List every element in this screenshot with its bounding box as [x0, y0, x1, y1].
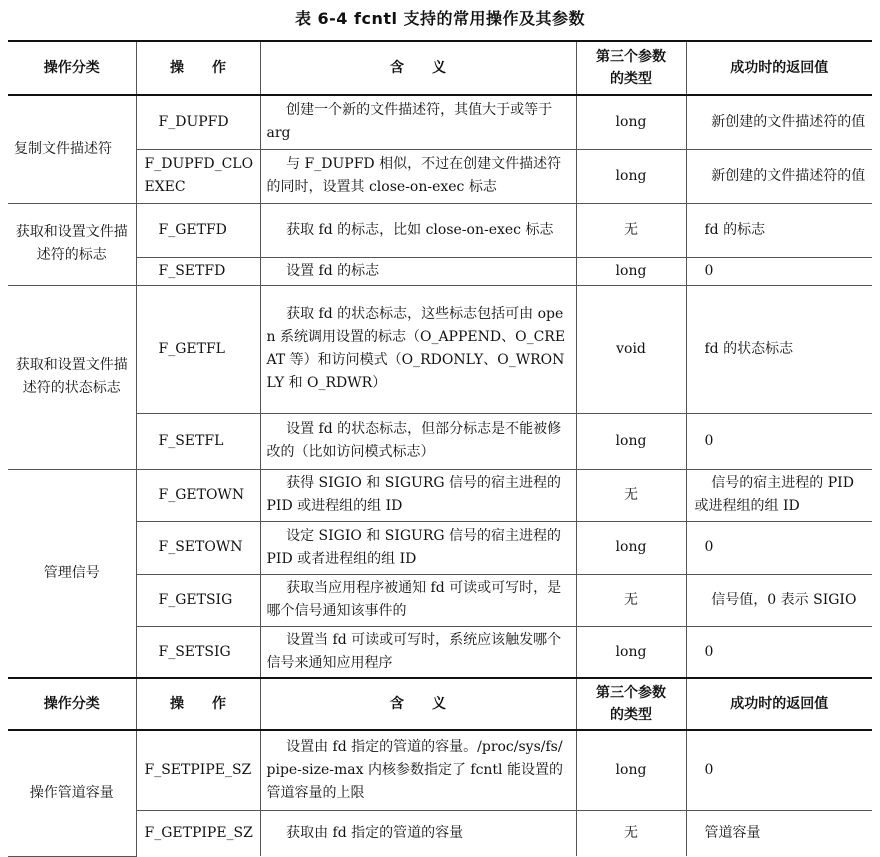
- meaning-cell: 获取 fd 的状态标志，这些标志包括可由 open 系统调用设置的标志（O_APPEND、O_CREAT 等）和访问模式（O_RDONLY、O_WRONLY 和 O_RDWR）: [260, 285, 576, 413]
- category-cell: 操作管道容量: [8, 730, 136, 856]
- operation-cell: F_SETOWN: [136, 521, 260, 574]
- return-cell: 0: [686, 257, 872, 285]
- table-row: [8, 203, 872, 257]
- operation-cell: F_SETPIPE_SZ: [136, 730, 260, 810]
- table-row: [8, 149, 872, 203]
- type-cell: long: [576, 413, 686, 469]
- table-row: [8, 257, 872, 285]
- operation-cell: F_SETSIG: [136, 626, 260, 678]
- category-cell: 管理信号: [8, 469, 136, 678]
- return-cell: 信号值，0 表示 SIGIO: [686, 574, 872, 626]
- header-arg-type: 第三个参数的类型: [576, 678, 686, 730]
- header-category: 操作分类: [8, 678, 136, 730]
- return-cell: 0: [686, 730, 872, 810]
- header-arg-type: 第三个参数的类型: [576, 41, 686, 95]
- operation-cell: F_GETOWN: [136, 469, 260, 521]
- meaning-cell: 获得 SIGIO 和 SIGURG 信号的宿主进程的 PID 或进程组的组 ID: [260, 469, 576, 521]
- operation-cell: F_GETPIPE_SZ: [136, 810, 260, 856]
- header-operation: 操 作: [136, 41, 260, 95]
- fcntl-operations-table: [8, 40, 872, 679]
- header-return-value: 成功时的返回值: [686, 41, 872, 95]
- meaning-cell: 获取由 fd 指定的管道的容量: [260, 810, 576, 856]
- return-cell: 0: [686, 413, 872, 469]
- return-cell: 新创建的文件描述符的值: [686, 95, 872, 149]
- table-row: [8, 626, 872, 678]
- operation-cell: F_DUPFD: [136, 95, 260, 149]
- return-cell: 信号的宿主进程的 PID 或进程组的组 ID: [686, 469, 872, 521]
- return-cell: 0: [686, 521, 872, 574]
- fcntl-operations-table-continued: [8, 677, 872, 857]
- meaning-cell: 获取当应用程序被通知 fd 可读或可写时，是哪个信号通知该事件的: [260, 574, 576, 626]
- return-cell: 0: [704, 643, 714, 660]
- meaning-cell: 设置 fd 的状态标志，但部分标志是不能被修改的（比如访问模式标志）: [260, 413, 576, 469]
- meaning-cell: 设置当 fd 可读或可写时，系统应该触发哪个信号来通知应用程序: [260, 626, 576, 678]
- table-caption: 表 6-4 fcntl 支持的常用操作及其参数: [294, 9, 586, 28]
- header-return-value: 成功时的返回值: [686, 678, 872, 730]
- operation-cell: F_GETSIG: [136, 574, 260, 626]
- header-category: 操作分类: [8, 41, 136, 95]
- type-cell: long: [576, 521, 686, 574]
- return-cell: fd 的标志: [686, 203, 872, 257]
- type-cell: long: [576, 149, 686, 203]
- type-cell: long: [576, 95, 686, 149]
- operation-cell: F_GETFL: [136, 285, 260, 413]
- operation-cell: F_DUPFD_CLOEXEC: [136, 149, 260, 203]
- type-cell: long: [576, 257, 686, 285]
- table-header: [8, 678, 872, 730]
- table-row: [8, 730, 872, 810]
- meaning-cell: 获取 fd 的标志，比如 close-on-exec 标志: [260, 203, 576, 257]
- type-cell: 无: [576, 203, 686, 257]
- type-cell: void: [576, 285, 686, 413]
- meaning-cell: 设置由 fd 指定的管道的容量。/proc/sys/fs/pipe-size-max 内核参数指定了 fcntl 能设置的管道容量的上限: [260, 730, 576, 810]
- return-cell: 管道容量: [704, 824, 761, 841]
- table-row: [8, 413, 872, 469]
- table-header: [8, 41, 872, 95]
- category-cell: 获取和设置文件描述符的标志: [8, 203, 136, 285]
- table-row: [8, 469, 872, 521]
- type-cell: 无: [576, 469, 686, 521]
- meaning-cell: 与 F_DUPFD 相似，不过在创建文件描述符的同时，设置其 close-on-exec 标志: [260, 149, 576, 203]
- table-row: [8, 574, 872, 626]
- type-cell: 无: [576, 810, 686, 856]
- header-meaning: 含 义: [260, 678, 576, 730]
- operation-cell: F_SETFL: [136, 413, 260, 469]
- table-row: [8, 521, 872, 574]
- category-cell: 复制文件描述符: [8, 95, 136, 203]
- return-cell: 新创建的文件描述符的值: [686, 149, 872, 203]
- category-cell: 获取和设置文件描述符的状态标志: [8, 285, 136, 469]
- header-operation: 操 作: [136, 678, 260, 730]
- operation-cell: F_GETFD: [136, 203, 260, 257]
- meaning-cell: 创建一个新的文件描述符，其值大于或等于 arg: [260, 95, 576, 149]
- type-cell: 无: [576, 574, 686, 626]
- operation-cell: F_SETFD: [136, 257, 260, 285]
- table-row: [8, 95, 872, 149]
- header-meaning: 含 义: [260, 41, 576, 95]
- meaning-cell: 设定 SIGIO 和 SIGURG 信号的宿主进程的 PID 或者进程组的组 ID: [260, 521, 576, 574]
- type-cell: long: [576, 730, 686, 810]
- table-row: [8, 810, 872, 856]
- type-cell: long: [576, 626, 686, 678]
- return-cell: fd 的状态标志: [686, 285, 872, 413]
- meaning-cell: 设置 fd 的标志: [260, 257, 576, 285]
- table-row: [8, 285, 872, 413]
